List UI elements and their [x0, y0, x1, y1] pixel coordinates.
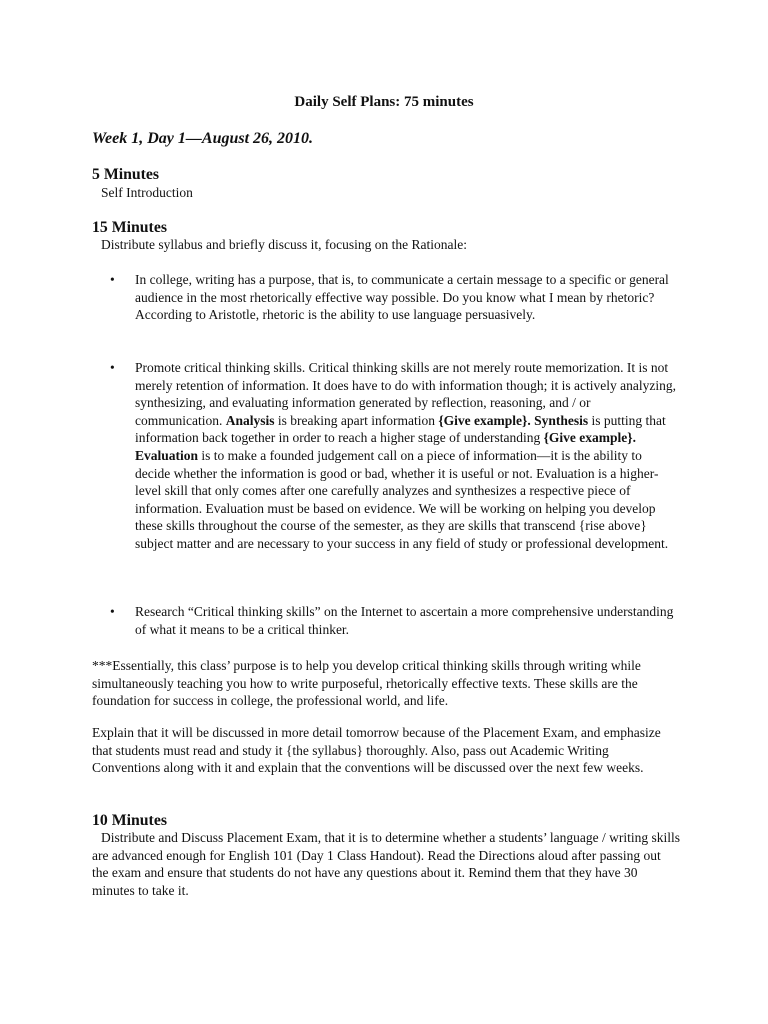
bullet-icon: • [110, 272, 115, 287]
paragraph-essentially: ***Essentially, this class’ purpose is to help you develop critical thinking skills through writing while simultaneously teaching you how to write purposeful, rhetorically effective texts. These skills are the foundation for success in college, the professional world, and life. [92, 658, 641, 709]
section-text-placement-exam: Distribute and Discuss Placement Exam, that it is to determine whether a students’ language / writing skills are advanced enough for English 101 (Day 1 Class Handout). Read the Directions aloud after passing out the exam and ensure that students do not have any questions about it. Remind them that they have 30 minutes to take it. [92, 830, 681, 898]
section-heading-10-minutes: 10 Minutes [92, 812, 167, 829]
section-heading-15-minutes: 15 Minutes [92, 219, 167, 236]
bullet-item-critical-thinking [110, 359, 680, 553]
paragraph-explain: Explain that it will be discussed in more detail tomorrow because of the Placement Exam, and emphasize that students must read and study it {the syllabus} thoroughly. Also, pass out Academic Writing Conventions along with it and explain that the conventions will be discussed over the next few weeks. [92, 725, 661, 776]
bullet-item-research [110, 603, 680, 638]
section-text-rationale-intro: Distribute syllabus and briefly discuss it, focusing on the Rationale: [101, 237, 467, 252]
week-heading: Week 1, Day 1—August 26, 2010. [92, 130, 314, 147]
bullet-text: In college, writing has a purpose, that is, to communicate a certain message to a specific or general audience in the most rhetorically effective way possible. Do you know what I mean by rhetoric? According to Aristotle, rhetoric is the ability to use language persuasively. [135, 272, 669, 323]
bullet-text: Research “Critical thinking skills” on the Internet to ascertain a more comprehensive understanding of what it means to be a critical thinker. [135, 604, 674, 637]
bullet-text: Promote critical thinking skills. Critical thinking skills are not merely route memorization. It is not merely retention of information. It does have to do with information though; it is actively analyzing, synthesizing, and evaluating information generated by reflection, reasoning, and / or communication. Analysis is breaking apart information {Give example}. Synthesis is putting that information back together in order to reach a higher stage of understanding {Give example}. Evaluation is to make a founded judgement call on a piece of information—it is the ability to decide whether the information is good or bad, whether it is useful or not. Evaluation is a higher-level skill that only comes after one carefully analyzes and synthesizes a respective piece of information. Evaluation must be based on evidence. We will be working on helping you develop these skills throughout the course of the semester, as they are skills that transcend {rise above} subject matter and are necessary to your success in any field of study or professional development. [135, 360, 676, 551]
bullet-icon: • [110, 604, 115, 619]
bullet-icon: • [110, 360, 115, 375]
page-title: Daily Self Plans: 75 minutes [294, 94, 474, 110]
section-text-self-introduction: Self Introduction [101, 185, 193, 200]
bullet-item-purpose [110, 271, 680, 324]
section-heading-5-minutes: 5 Minutes [92, 166, 160, 183]
